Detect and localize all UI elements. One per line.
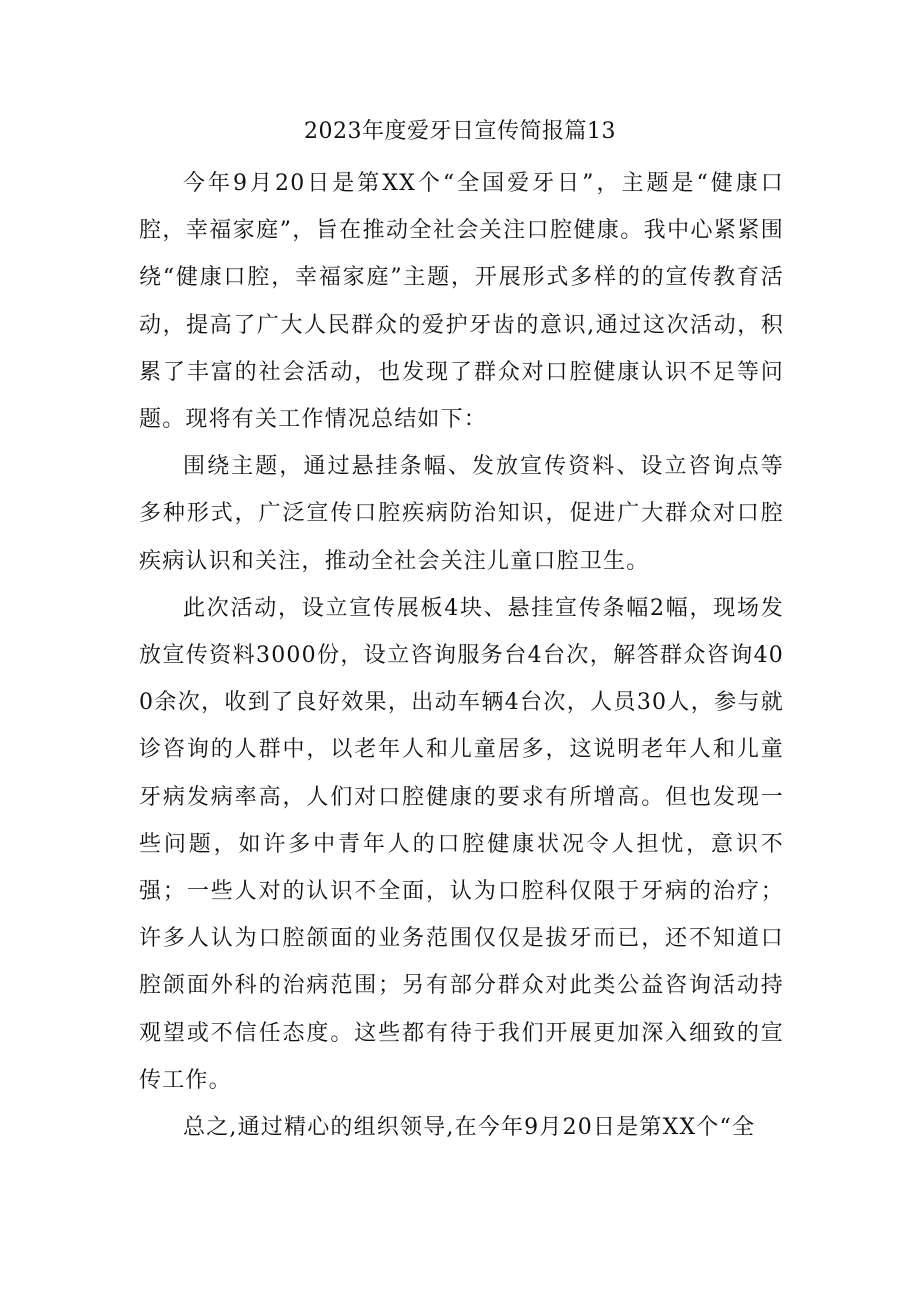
paragraph-intro: 今年9月20日是第XX个“全国爱牙日”，主题是“健康口腔，幸福家庭”，旨在推动全社会关注口腔健康。我中心紧紧围绕“健康口腔，幸福家庭”主题，开展形式多样的的宣传教育活动，提高了广大人民群众的爱护牙齿的意识,通过这次活动，积累了丰富的社会活动，也发现了群众对口腔健康认识不足等问题。现将有关工作情况总结如下： bbox=[139, 171, 784, 433]
document-body bbox=[139, 160, 784, 1151]
paragraph-theme: 围绕主题，通过悬挂条幅、发放宣传资料、设立咨询点等多种形式，广泛宣传口腔疾病防治知识，促进广大群众对口腔疾病认识和关注，推动全社会关注儿童口腔卫生。 bbox=[139, 454, 784, 574]
paragraph-summary: 总之,通过精心的组织领导,在今年9月20日是第XX个“全 bbox=[183, 1115, 756, 1141]
paragraph-activity: 此次活动，设立宣传展板4块、悬挂宣传条幅2幅，现场发放宣传资料3000份，设立咨询服务台4台次，解答群众咨询400余次，收到了良好效果，出动车辆4台次，人员30人，参与就诊咨询的人群中，以老年人和儿童居多，这说明老年人和儿童牙病发病率高，人们对口腔健康的要求有所增高。但也发现一些问题，如许多中青年人的口腔健康状况令人担忧，意识不强；一些人对的认识不全面，认为口腔科仅限于牙病的治疗；许多人认为口腔颌面的业务范围仅仅是拔牙而已，还不知道口腔颌面外科的治病范围；另有部分群众对此类公益咨询活动持观望或不信任态度。这些都有待于我们开展更加深入细致的宣传工作。 bbox=[139, 595, 784, 1093]
document-title: 2023年度爱牙日宣传简报篇13 bbox=[304, 119, 616, 144]
